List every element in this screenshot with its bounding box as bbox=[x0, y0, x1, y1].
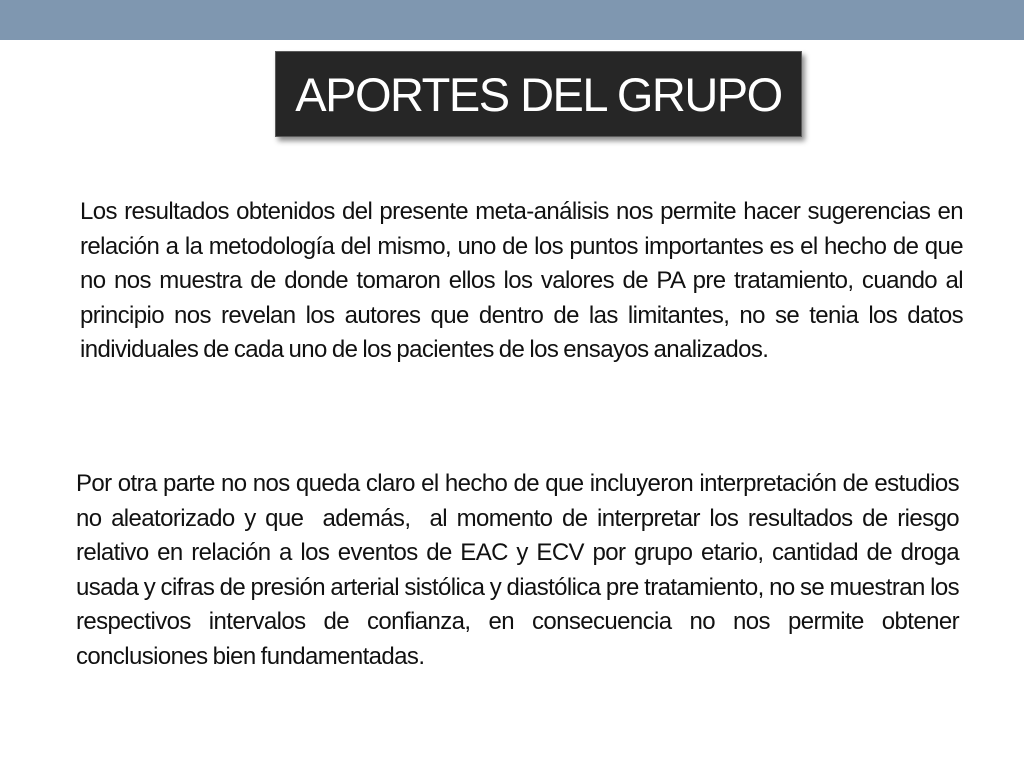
top-accent-bar bbox=[0, 0, 1024, 40]
body-paragraph-2: Por otra parte no nos queda claro el hecho de que incluyeron interpretación de estudios no aleatorizado y que además, al momento de interpretar los resultados de riesgo relativo en relación a los eventos de EAC y ECV por grupo etario, cantidad de droga usada y cifras de presión arterial sistólica y diastólica pre tratamiento, no se muestran los respectivos intervalos de confianza, en consecuencia no nos permite obtener conclusiones bien fundamentadas. bbox=[76, 470, 965, 670]
slide-title: APORTES DEL GRUPO bbox=[295, 67, 782, 121]
title-banner bbox=[275, 51, 802, 137]
body-paragraph-1: Los resultados obtenidos del presente meta-análisis nos permite hacer sugerencias en relación a la metodología del mismo, uno de los puntos importantes es el hecho de que no nos muestra de donde tomaron ellos los valores de PA pre tratamiento, cuando al principio nos revelan los autores que dentro de las limitantes, no se tenia los datos individuales de cada uno de los pacientes de los ensayos analizados. bbox=[80, 198, 969, 363]
